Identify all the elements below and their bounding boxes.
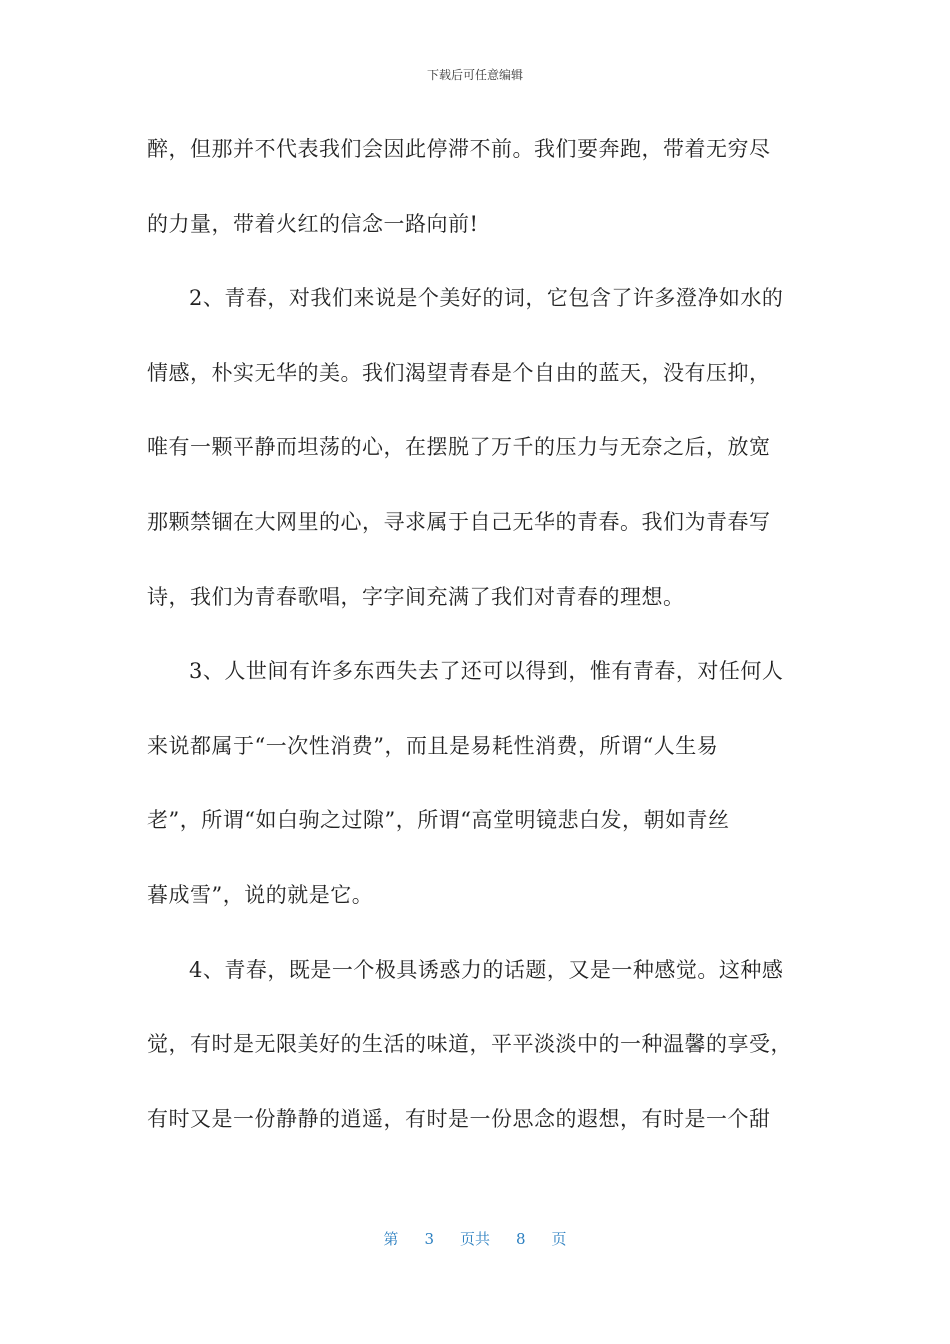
paragraph-first-line: 2、青春，对我们来说是个美好的词，它包含了许多澄净如水的 bbox=[189, 286, 784, 311]
text-line: 那颗禁锢在大网里的心，寻求属于自己无华的青春。我们为青春写 bbox=[147, 509, 771, 534]
footer-suffix: 页 bbox=[551, 1230, 567, 1248]
text-line: 来说都属于“一次性消费”，而且是易耗性消费，所谓“人生易 bbox=[147, 733, 719, 758]
page-footer bbox=[0, 1228, 950, 1249]
text-line: 暮成雪”，说的就是它。 bbox=[147, 882, 374, 907]
document-body bbox=[147, 112, 809, 1156]
text-line: 醉，但那并不代表我们会因此停滞不前。我们要奔跑，带着无穷尽 bbox=[147, 137, 771, 161]
page-header: 下载后可任意编辑 bbox=[426, 68, 523, 82]
total-page-count: 8 bbox=[516, 1230, 526, 1248]
current-page-number: 3 bbox=[424, 1230, 434, 1248]
text-line: 的力量，带着火红的信念一路向前! bbox=[147, 211, 479, 236]
footer-middle: 页共 bbox=[459, 1230, 490, 1248]
paragraph-first-line: 3、人世间有许多东西失去了还可以得到，惟有青春，对任何人 bbox=[189, 659, 784, 684]
footer-prefix: 第 bbox=[383, 1230, 399, 1248]
text-line: 诗，我们为青春歌唱，字字间充满了我们对青春的理想。 bbox=[147, 584, 685, 609]
text-line: 老”，所谓“如白驹之过隙”，所谓“高堂明镜悲白发，朝如青丝 bbox=[147, 808, 730, 833]
paragraph-first-line: 4、青春，既是一个极具诱惑力的话题，又是一种感觉。这种感 bbox=[189, 957, 784, 982]
text-line: 有时又是一份静静的逍遥，有时是一份思念的遐想，有时是一个甜 bbox=[147, 1106, 771, 1131]
text-line: 情感，朴实无华的美。我们渴望青春是个自由的蓝天，没有压抑， bbox=[147, 360, 771, 385]
text-line: 觉，有时是无限美好的生活的味道，平平淡淡中的一种温馨的享受， bbox=[147, 1032, 792, 1057]
text-line: 唯有一颗平静而坦荡的心，在摆脱了万千的压力与无奈之后，放宽 bbox=[147, 435, 771, 460]
